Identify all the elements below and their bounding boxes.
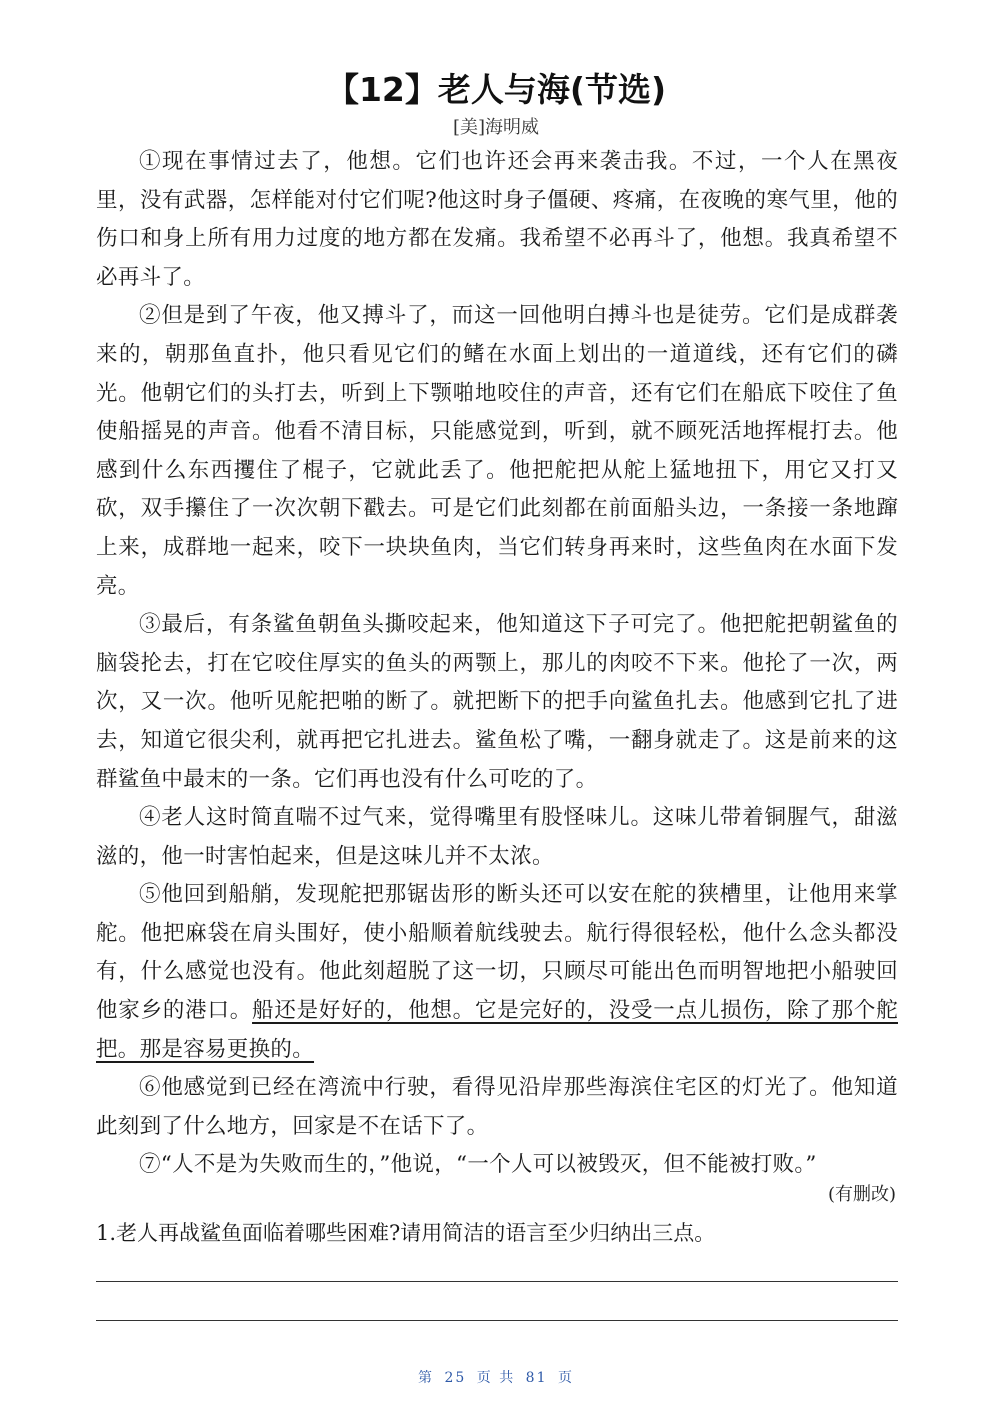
question-1: 1.老人再战鲨鱼面临着哪些困难?请用简洁的语言至少归纳出三点。	[96, 1221, 716, 1245]
paragraph-2: ②但是到了午夜，他又搏斗了，而这一回他明白搏斗也是徒劳。它们是成群袭来的，朝那鱼直扑，他只看见它们的鳍在水面上划出的一道道线，还有它们的磷光。他朝它们的头打去，听到上下颚啪地咬住的声音，还有它们在船底下咬住了鱼使船摇晃的声音。他看不清目标，只能感觉到，听到，就不顾死活地挥棍打去。他感到什么东西攫住了棍子，它就此丢了。他把舵把从舵上猛地扭下，用它又打又砍，双手攥住了一次次朝下戳去。可是它们此刻都在前面船头边，一条接一条地蹿上来，成群地一起来，咬下一块块鱼肉，当它们转身再来时，这些鱼肉在水面下发亮。	[96, 303, 898, 599]
underlined-sentence: 船还是好好的，他想。它是完好的，没受一点儿损伤，除了那个舵把。那是容易更换的。	[96, 998, 898, 1062]
footer-middle: 页 共	[476, 1370, 516, 1386]
page-footer	[0, 1368, 992, 1388]
answer-line-1	[96, 1281, 898, 1282]
source-note: (有删改)	[827, 1184, 896, 1205]
footer-total-pages: 81	[525, 1370, 548, 1386]
answer-line-2	[96, 1320, 898, 1321]
author-line: [美]海明威	[452, 117, 540, 138]
footer-prefix: 第	[418, 1370, 435, 1386]
footer-suffix: 页	[557, 1370, 574, 1386]
paragraph-5-text: ⑤他回到船艄，发现舵把那锯齿形的断头还可以安在舵的狭槽里，让他用来掌舵。他把麻袋在肩头围好，使小船顺着航线驶去。航行得很轻松，他什么念头都没有，什么感觉也没有。他此刻超脱了这一切，只顾尽可能出色而明智地把小船驶回他家乡的港口。	[96, 882, 898, 1024]
paragraph-1: ①现在事情过去了，他想。它们也许还会再来袭击我。不过，一个人在黑夜里，没有武器，怎样能对付它们呢?他这时身子僵硬、疼痛，在夜晚的寒气里，他的伤口和身上所有用力过度的地方都在发痛。我希望不必再斗了，他想。我真希望不必再斗了。	[96, 149, 898, 290]
paragraph-5	[96, 876, 898, 1069]
page-title: 【12】老人与海(节选)	[325, 70, 667, 109]
paragraph-3: ③最后，有条鲨鱼朝鱼头撕咬起来，他知道这下子可完了。他把舵把朝鲨鱼的脑袋抡去，打在它咬住厚实的鱼头的两颚上，那儿的肉咬不下来。他抡了一次，两次，又一次。他听见舵把啪的断了。就把断下的把手向鲨鱼扎去。他感到它扎了进去，知道它很尖利，就再把它扎进去。鲨鱼松了嘴，一翻身就走了。这是前来的这群鲨鱼中最末的一条。它们再也没有什么可吃的了。	[96, 612, 898, 792]
paragraph-4: ④老人这时简直喘不过气来，觉得嘴里有股怪味儿。这味儿带着铜腥气，甜滋滋的，他一时害怕起来，但是这味儿并不太浓。	[96, 805, 898, 869]
paragraph-7: ⑦“人不是为失败而生的，”他说，“一个人可以被毁灭，但不能被打败。”	[139, 1152, 817, 1178]
footer-current-page: 25	[444, 1370, 467, 1386]
paragraph-6: ⑥他感觉到已经在湾流中行驶，看得见沿岸那些海滨住宅区的灯光了。他知道此刻到了什么地方，回家是不在话下了。	[96, 1075, 898, 1139]
article-body	[96, 143, 898, 1185]
